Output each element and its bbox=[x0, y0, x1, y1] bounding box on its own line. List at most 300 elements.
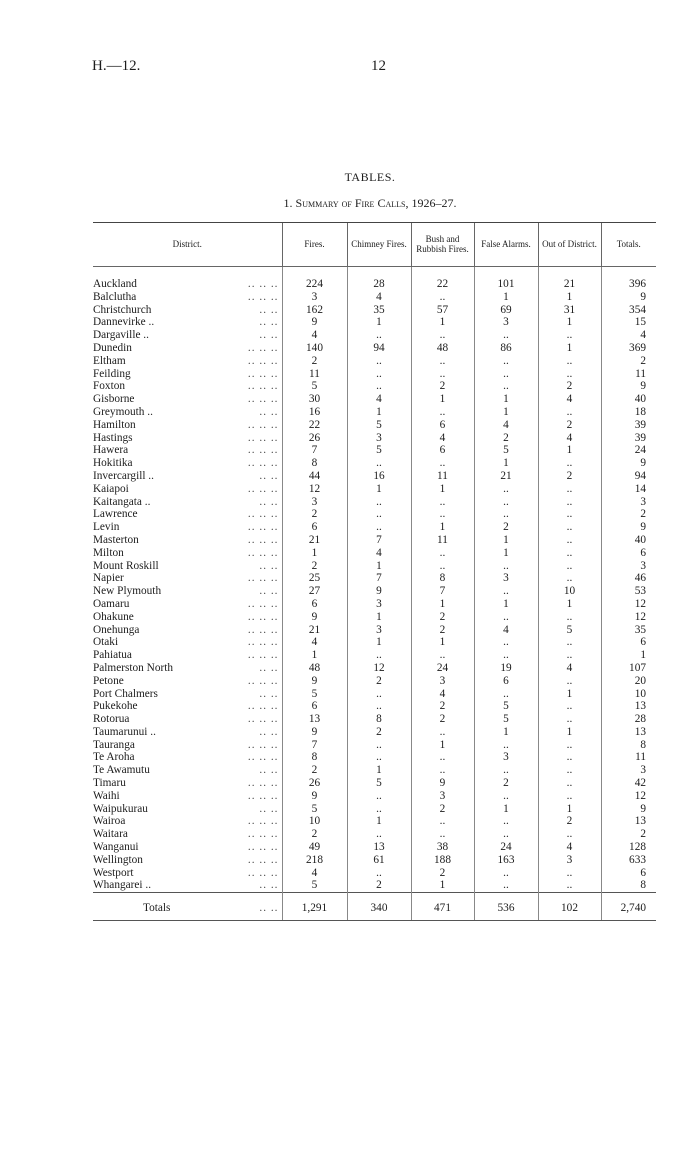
false-alarms-cell: 1 bbox=[474, 291, 538, 304]
total-cell: 40 bbox=[601, 534, 656, 547]
bush-cell: 1 bbox=[411, 879, 474, 892]
table-row bbox=[93, 611, 656, 624]
district-name: Waihi bbox=[93, 789, 120, 802]
district-name: Oamaru bbox=[93, 597, 130, 610]
chimney-cell: .. bbox=[347, 329, 411, 342]
fires-cell: 2 bbox=[282, 560, 347, 573]
leader-dots: .. .. .. bbox=[247, 713, 279, 726]
chimney-cell: .. bbox=[347, 457, 411, 470]
bush-cell: .. bbox=[411, 649, 474, 662]
leader-dots: .. .. .. bbox=[247, 738, 279, 751]
chimney-cell: 5 bbox=[347, 444, 411, 457]
chimney-cell: 13 bbox=[347, 841, 411, 854]
district-name: Palmerston North bbox=[93, 661, 174, 674]
false-alarms-cell: 163 bbox=[474, 854, 538, 867]
bush-cell: 6 bbox=[411, 419, 474, 432]
leader-dots: .. .. bbox=[259, 303, 279, 316]
table-row bbox=[93, 457, 656, 470]
chimney-cell: 94 bbox=[347, 342, 411, 355]
total-cell: 11 bbox=[601, 368, 656, 381]
false-alarms-cell: .. bbox=[474, 867, 538, 880]
false-alarms-cell: 2 bbox=[474, 432, 538, 445]
fires-cell: 13 bbox=[282, 713, 347, 726]
chimney-cell: .. bbox=[347, 739, 411, 752]
false-alarms-cell: .. bbox=[474, 560, 538, 573]
leader-dots: .. .. .. bbox=[247, 546, 279, 559]
district-cell bbox=[93, 841, 282, 854]
district-name: Lawrence bbox=[93, 508, 138, 521]
bush-cell: 22 bbox=[411, 278, 474, 291]
out-of-district-cell: .. bbox=[538, 457, 601, 470]
false-alarms-cell: 2 bbox=[474, 521, 538, 534]
table-row bbox=[93, 624, 656, 637]
false-alarms-cell: 4 bbox=[474, 624, 538, 637]
fires-cell: 2 bbox=[282, 355, 347, 368]
out-of-district-cell: 4 bbox=[538, 432, 601, 445]
chimney-cell: 3 bbox=[347, 598, 411, 611]
total-cell: 11 bbox=[601, 751, 656, 764]
chimney-cell: .. bbox=[347, 355, 411, 368]
district-name: Greymouth .. bbox=[93, 405, 153, 418]
false-alarms-cell: .. bbox=[474, 828, 538, 841]
district-cell bbox=[93, 483, 282, 496]
bush-cell: 4 bbox=[411, 432, 474, 445]
leader-dots: .. .. .. bbox=[247, 278, 279, 290]
out-of-district-cell: .. bbox=[538, 777, 601, 790]
leader-dots: .. .. .. bbox=[247, 815, 279, 828]
table-row bbox=[93, 751, 656, 764]
leader-dots: .. .. .. bbox=[247, 572, 279, 585]
chimney-cell: 5 bbox=[347, 419, 411, 432]
false-alarms-cell: 1 bbox=[474, 803, 538, 816]
leader-dots: .. .. .. bbox=[247, 380, 279, 393]
district-name: Auckland bbox=[93, 278, 137, 290]
fires-cell: 48 bbox=[282, 662, 347, 675]
fires-cell: 140 bbox=[282, 342, 347, 355]
chimney-cell: 1 bbox=[347, 560, 411, 573]
district-cell bbox=[93, 700, 282, 713]
column-header-totals: Totals. bbox=[601, 223, 656, 267]
leader-dots: .. .. bbox=[259, 559, 279, 572]
district-cell bbox=[93, 751, 282, 764]
bush-cell: .. bbox=[411, 751, 474, 764]
fires-cell: 16 bbox=[282, 406, 347, 419]
fires-cell: 8 bbox=[282, 457, 347, 470]
column-header-district: District. bbox=[93, 223, 282, 267]
out-of-district-cell: .. bbox=[538, 496, 601, 509]
table-row bbox=[93, 406, 656, 419]
false-alarms-cell: 1 bbox=[474, 547, 538, 560]
fires-cell: 6 bbox=[282, 598, 347, 611]
district-cell bbox=[93, 726, 282, 739]
false-alarms-cell: .. bbox=[474, 508, 538, 521]
fires-cell: 5 bbox=[282, 803, 347, 816]
chimney-cell: 7 bbox=[347, 534, 411, 547]
out-of-district-cell: .. bbox=[538, 521, 601, 534]
out-of-district-cell: 3 bbox=[538, 854, 601, 867]
false-alarms-cell: 1 bbox=[474, 457, 538, 470]
leader-dots: .. .. .. bbox=[247, 636, 279, 649]
district-cell bbox=[93, 278, 282, 291]
leader-dots: .. .. .. bbox=[247, 789, 279, 802]
fires-cell: 218 bbox=[282, 854, 347, 867]
leader-dots: .. .. bbox=[259, 901, 279, 914]
chimney-cell: 35 bbox=[347, 304, 411, 317]
district-name: Ohakune bbox=[93, 610, 134, 623]
table-row bbox=[93, 291, 656, 304]
leader-dots: .. .. .. bbox=[247, 533, 279, 546]
chimney-cell: .. bbox=[347, 649, 411, 662]
chimney-cell: 1 bbox=[347, 316, 411, 329]
bush-cell: 1 bbox=[411, 393, 474, 406]
fires-cell: 21 bbox=[282, 624, 347, 637]
leader-dots: .. .. .. bbox=[247, 828, 279, 841]
district-name: Feilding bbox=[93, 367, 131, 380]
column-header-bush: Bush and Rubbish Fires. bbox=[411, 223, 474, 267]
table-title: 1. Summary of Fire Calls, 1926–27. bbox=[283, 196, 457, 210]
fires-cell: 2 bbox=[282, 828, 347, 841]
district-cell bbox=[93, 790, 282, 803]
leader-dots: .. .. .. bbox=[247, 431, 279, 444]
leader-dots: .. .. .. bbox=[247, 597, 279, 610]
bush-cell: 1 bbox=[411, 521, 474, 534]
district-name: Wellington bbox=[93, 853, 143, 866]
fires-cell: 5 bbox=[282, 879, 347, 892]
table-row bbox=[93, 355, 656, 368]
fires-cell: 6 bbox=[282, 700, 347, 713]
fires-cell: 4 bbox=[282, 867, 347, 880]
out-of-district-cell: .. bbox=[538, 483, 601, 496]
bush-cell: 4 bbox=[411, 688, 474, 701]
table-row bbox=[93, 342, 656, 355]
bush-cell: .. bbox=[411, 560, 474, 573]
fires-cell: 27 bbox=[282, 585, 347, 598]
chimney-cell: 3 bbox=[347, 624, 411, 637]
out-of-district-cell: .. bbox=[538, 611, 601, 624]
out-of-district-cell: 1 bbox=[538, 316, 601, 329]
out-of-district-cell: 4 bbox=[538, 662, 601, 675]
bush-cell: .. bbox=[411, 368, 474, 381]
fires-cell: 49 bbox=[282, 841, 347, 854]
district-name: Christchurch bbox=[93, 303, 152, 316]
false-alarms-cell: .. bbox=[474, 649, 538, 662]
leader-dots: .. .. .. bbox=[247, 457, 279, 470]
false-alarms-cell: 4 bbox=[474, 419, 538, 432]
chimney-cell: 2 bbox=[347, 726, 411, 739]
out-of-district-cell: .. bbox=[538, 867, 601, 880]
district-cell bbox=[93, 879, 282, 892]
table-row bbox=[93, 560, 656, 573]
table-row bbox=[93, 713, 656, 726]
bush-cell: .. bbox=[411, 815, 474, 828]
totals-grand-total: 2,740 bbox=[601, 893, 656, 921]
table-row bbox=[93, 700, 656, 713]
false-alarms-cell: 1 bbox=[474, 534, 538, 547]
table-row bbox=[93, 662, 656, 675]
total-cell: 94 bbox=[601, 470, 656, 483]
district-cell bbox=[93, 380, 282, 393]
bush-cell: 2 bbox=[411, 867, 474, 880]
false-alarms-cell: 101 bbox=[474, 278, 538, 291]
chimney-cell: 9 bbox=[347, 585, 411, 598]
leader-dots: .. .. .. bbox=[247, 700, 279, 713]
fires-cell: 9 bbox=[282, 611, 347, 624]
table-row bbox=[93, 496, 656, 509]
fires-cell: 5 bbox=[282, 380, 347, 393]
chimney-cell: 5 bbox=[347, 777, 411, 790]
leader-dots: .. .. bbox=[259, 661, 279, 674]
district-name: New Plymouth bbox=[93, 585, 162, 598]
bush-cell: 1 bbox=[411, 739, 474, 752]
district-name: Foxton bbox=[93, 380, 126, 393]
total-cell: 10 bbox=[601, 688, 656, 701]
chimney-cell: .. bbox=[347, 700, 411, 713]
district-cell bbox=[93, 444, 282, 457]
column-header-fires: Fires. bbox=[282, 223, 347, 267]
leader-dots: .. .. bbox=[259, 585, 279, 598]
fires-cell: 9 bbox=[282, 790, 347, 803]
table-row bbox=[93, 444, 656, 457]
false-alarms-cell: 21 bbox=[474, 470, 538, 483]
leader-dots: .. .. .. bbox=[247, 623, 279, 636]
chimney-cell: .. bbox=[347, 521, 411, 534]
district-name: Westport bbox=[93, 866, 134, 879]
district-cell bbox=[93, 419, 282, 432]
out-of-district-cell: 2 bbox=[538, 815, 601, 828]
bush-cell: 1 bbox=[411, 316, 474, 329]
total-cell: 13 bbox=[601, 726, 656, 739]
chimney-cell: 1 bbox=[347, 483, 411, 496]
total-cell: 9 bbox=[601, 291, 656, 304]
table-row bbox=[93, 828, 656, 841]
chimney-cell: 4 bbox=[347, 291, 411, 304]
district-name: Petone bbox=[93, 674, 124, 687]
fires-cell: 26 bbox=[282, 777, 347, 790]
false-alarms-cell: .. bbox=[474, 380, 538, 393]
district-name: Mount Roskill bbox=[93, 559, 159, 572]
district-name: Eltham bbox=[93, 354, 126, 367]
total-cell: 2 bbox=[601, 828, 656, 841]
district-cell bbox=[93, 624, 282, 637]
out-of-district-cell: 4 bbox=[538, 841, 601, 854]
bush-cell: 48 bbox=[411, 342, 474, 355]
fires-cell: 6 bbox=[282, 521, 347, 534]
fires-cell: 8 bbox=[282, 751, 347, 764]
district-name: Waitara bbox=[93, 828, 128, 841]
fires-cell: 44 bbox=[282, 470, 347, 483]
fires-cell: 9 bbox=[282, 316, 347, 329]
district-name: Milton bbox=[93, 546, 124, 559]
district-name: Napier bbox=[93, 572, 124, 585]
chimney-cell: .. bbox=[347, 828, 411, 841]
fires-cell: 1 bbox=[282, 547, 347, 560]
fires-cell: 26 bbox=[282, 432, 347, 445]
out-of-district-cell: .. bbox=[538, 790, 601, 803]
chimney-cell: 16 bbox=[347, 470, 411, 483]
out-of-district-cell: .. bbox=[538, 739, 601, 752]
district-name: Taumarunui .. bbox=[93, 725, 156, 738]
total-cell: 369 bbox=[601, 342, 656, 355]
district-name: Gisborne bbox=[93, 393, 135, 406]
chimney-cell: .. bbox=[347, 496, 411, 509]
district-cell bbox=[93, 828, 282, 841]
chimney-cell: 1 bbox=[347, 611, 411, 624]
bush-cell: 2 bbox=[411, 803, 474, 816]
total-cell: 2 bbox=[601, 355, 656, 368]
leader-dots: .. .. bbox=[259, 495, 279, 508]
chimney-cell: 1 bbox=[347, 636, 411, 649]
totals-bush: 471 bbox=[411, 893, 474, 921]
table-row bbox=[93, 470, 656, 483]
leader-dots: .. .. .. bbox=[247, 841, 279, 854]
bush-cell: .. bbox=[411, 355, 474, 368]
false-alarms-cell: .. bbox=[474, 496, 538, 509]
bush-cell: .. bbox=[411, 406, 474, 419]
table-row bbox=[93, 316, 656, 329]
leader-dots: .. .. .. bbox=[247, 418, 279, 431]
bush-cell: .. bbox=[411, 291, 474, 304]
out-of-district-cell: 2 bbox=[538, 380, 601, 393]
column-header-out-of-district: Out of District. bbox=[538, 223, 601, 267]
false-alarms-cell: .. bbox=[474, 764, 538, 777]
chimney-cell: 12 bbox=[347, 662, 411, 675]
district-cell bbox=[93, 329, 282, 342]
district-cell bbox=[93, 688, 282, 701]
bush-cell: 9 bbox=[411, 777, 474, 790]
page-reference: H.—12. bbox=[92, 58, 141, 74]
leader-dots: .. .. .. bbox=[247, 674, 279, 687]
page-number: 12 bbox=[371, 58, 386, 74]
total-cell: 40 bbox=[601, 393, 656, 406]
chimney-cell: 8 bbox=[347, 713, 411, 726]
total-cell: 14 bbox=[601, 483, 656, 496]
district-cell bbox=[93, 457, 282, 470]
totals-row bbox=[93, 893, 656, 921]
district-cell bbox=[93, 636, 282, 649]
leader-dots: .. .. .. bbox=[247, 367, 279, 380]
out-of-district-cell: 2 bbox=[538, 419, 601, 432]
district-cell bbox=[93, 675, 282, 688]
district-name: Masterton bbox=[93, 533, 139, 546]
bush-cell: 2 bbox=[411, 713, 474, 726]
false-alarms-cell: 3 bbox=[474, 316, 538, 329]
total-cell: 35 bbox=[601, 624, 656, 637]
leader-dots: .. .. .. bbox=[247, 649, 279, 662]
chimney-cell: 61 bbox=[347, 854, 411, 867]
district-name: Otaki bbox=[93, 636, 119, 649]
total-cell: 15 bbox=[601, 316, 656, 329]
leader-dots: .. .. bbox=[259, 879, 279, 892]
district-name: Wanganui bbox=[93, 841, 139, 854]
false-alarms-cell: 1 bbox=[474, 393, 538, 406]
district-name: Hastings bbox=[93, 431, 133, 444]
bush-cell: 6 bbox=[411, 444, 474, 457]
bush-cell: 7 bbox=[411, 585, 474, 598]
table-row bbox=[93, 726, 656, 739]
district-cell bbox=[93, 508, 282, 521]
leader-dots: .. .. bbox=[259, 764, 279, 777]
false-alarms-cell: .. bbox=[474, 879, 538, 892]
out-of-district-cell: .. bbox=[538, 406, 601, 419]
out-of-district-cell: .. bbox=[538, 675, 601, 688]
district-cell bbox=[93, 304, 282, 317]
table-header-row bbox=[93, 223, 656, 267]
district-cell bbox=[93, 764, 282, 777]
fires-cell: 9 bbox=[282, 726, 347, 739]
district-cell bbox=[93, 611, 282, 624]
out-of-district-cell: .. bbox=[538, 534, 601, 547]
leader-dots: .. .. .. bbox=[247, 866, 279, 879]
bush-cell: 24 bbox=[411, 662, 474, 675]
false-alarms-cell: 3 bbox=[474, 751, 538, 764]
district-name: Rotorua bbox=[93, 713, 130, 726]
column-header-chimney: Chimney Fires. bbox=[347, 223, 411, 267]
district-name: Te Aroha bbox=[93, 751, 135, 764]
bush-cell: .. bbox=[411, 508, 474, 521]
out-of-district-cell: .. bbox=[538, 547, 601, 560]
table-row bbox=[93, 739, 656, 752]
table-row bbox=[93, 585, 656, 598]
leader-dots: .. .. .. bbox=[247, 393, 279, 406]
out-of-district-cell: 4 bbox=[538, 393, 601, 406]
district-name: Onehunga bbox=[93, 623, 140, 636]
false-alarms-cell: 5 bbox=[474, 713, 538, 726]
district-cell bbox=[93, 560, 282, 573]
fires-cell: 7 bbox=[282, 739, 347, 752]
out-of-district-cell: 1 bbox=[538, 726, 601, 739]
out-of-district-cell: 5 bbox=[538, 624, 601, 637]
total-cell: 53 bbox=[601, 585, 656, 598]
false-alarms-cell: .. bbox=[474, 483, 538, 496]
false-alarms-cell: 2 bbox=[474, 777, 538, 790]
false-alarms-cell: .. bbox=[474, 329, 538, 342]
district-name: Invercargill .. bbox=[93, 469, 154, 482]
table-row bbox=[93, 777, 656, 790]
district-name: Dunedin bbox=[93, 341, 132, 354]
district-cell bbox=[93, 803, 282, 816]
total-cell: 9 bbox=[601, 457, 656, 470]
total-cell: 28 bbox=[601, 713, 656, 726]
fires-cell: 3 bbox=[282, 291, 347, 304]
table-row bbox=[93, 649, 656, 662]
out-of-district-cell: 1 bbox=[538, 803, 601, 816]
district-cell bbox=[93, 777, 282, 790]
fires-cell: 21 bbox=[282, 534, 347, 547]
chimney-cell: .. bbox=[347, 790, 411, 803]
bush-cell: 2 bbox=[411, 624, 474, 637]
bush-cell: 1 bbox=[411, 598, 474, 611]
fires-cell: 4 bbox=[282, 636, 347, 649]
chimney-cell: .. bbox=[347, 380, 411, 393]
out-of-district-cell: 1 bbox=[538, 444, 601, 457]
fires-cell: 30 bbox=[282, 393, 347, 406]
leader-dots: .. .. .. bbox=[247, 853, 279, 866]
out-of-district-cell: .. bbox=[538, 355, 601, 368]
total-cell: 12 bbox=[601, 790, 656, 803]
false-alarms-cell: 24 bbox=[474, 841, 538, 854]
district-cell bbox=[93, 393, 282, 406]
total-cell: 13 bbox=[601, 700, 656, 713]
out-of-district-cell: 21 bbox=[538, 278, 601, 291]
total-cell: 18 bbox=[601, 406, 656, 419]
bush-cell: 2 bbox=[411, 611, 474, 624]
out-of-district-cell: 1 bbox=[538, 291, 601, 304]
fire-calls-table bbox=[93, 222, 656, 921]
out-of-district-cell: .. bbox=[538, 572, 601, 585]
bush-cell: 1 bbox=[411, 483, 474, 496]
district-cell bbox=[93, 713, 282, 726]
out-of-district-cell: .. bbox=[538, 636, 601, 649]
